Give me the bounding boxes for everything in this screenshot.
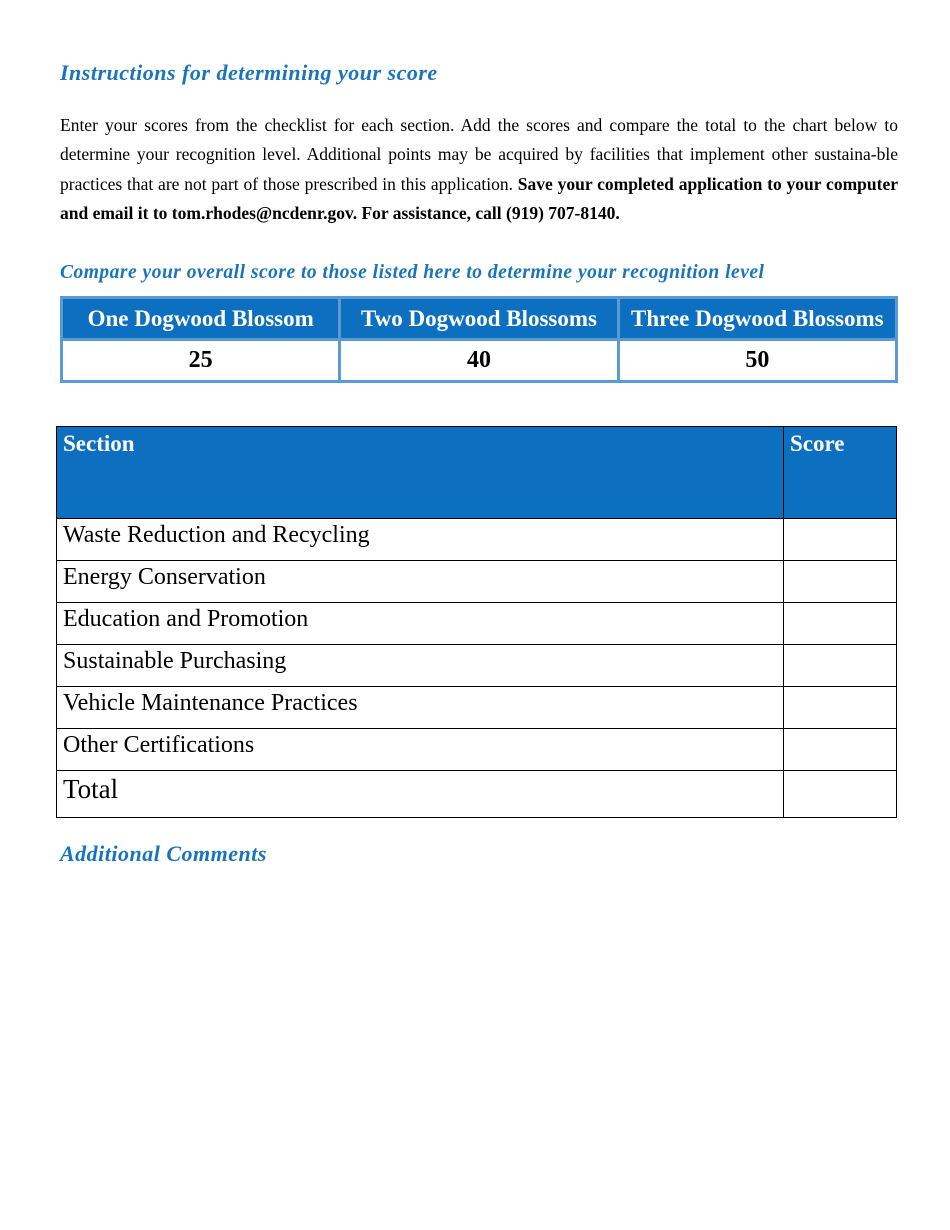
- total-score-cell[interactable]: [784, 771, 897, 818]
- level-points-one: 25: [62, 340, 340, 382]
- recognition-level-header-row: [62, 298, 897, 340]
- score-input-cell[interactable]: [784, 729, 897, 771]
- table-row: [57, 687, 897, 729]
- section-name: Other Certifications: [57, 729, 784, 771]
- score-table-header-row: [57, 427, 897, 519]
- total-label: Total: [57, 771, 784, 818]
- level-label-three: Three Dogwood Blossoms: [618, 298, 896, 340]
- section-column-header: Section: [57, 427, 784, 519]
- instructions-text-bold: Save your completed application to your computer and email it to tom.rhodes@ncdenr.gov. For assistance, call (919) 707-8140.: [60, 173, 898, 223]
- score-input-cell[interactable]: [784, 603, 897, 645]
- score-input-cell[interactable]: [784, 687, 897, 729]
- level-label-one: One Dogwood Blossom: [62, 298, 340, 340]
- recognition-level-table: [60, 296, 898, 383]
- instructions-text-regular: Enter your scores from the checklist for each section. Add the scores and compare the total to the chart below to determine your recognition level. Additional points may be acquired by facilities that implement other sustaina-ble practices that are not part of those prescribed in this application.: [60, 115, 898, 194]
- total-row: [57, 771, 897, 818]
- score-column-header: Score: [784, 427, 897, 519]
- level-points-two: 40: [340, 340, 618, 382]
- instructions-text: [60, 111, 898, 228]
- table-row: [57, 561, 897, 603]
- section-name: Sustainable Purchasing: [57, 645, 784, 687]
- level-label-two: Two Dogwood Blossoms: [340, 298, 618, 340]
- additional-comments-heading: Additional Comments: [60, 841, 267, 866]
- compare-heading: Compare your overall score to those listed here to determine your recognition level: [60, 262, 765, 283]
- score-input-cell[interactable]: [784, 561, 897, 603]
- instructions-heading: Instructions for determining your score: [60, 60, 438, 85]
- score-input-cell[interactable]: [784, 645, 897, 687]
- table-row: [57, 603, 897, 645]
- score-table: [56, 426, 897, 818]
- section-name: Education and Promotion: [57, 603, 784, 645]
- section-name: Waste Reduction and Recycling: [57, 519, 784, 561]
- score-input-cell[interactable]: [784, 519, 897, 561]
- level-points-three: 50: [618, 340, 896, 382]
- recognition-level-points-row: [62, 340, 897, 382]
- section-name: Energy Conservation: [57, 561, 784, 603]
- table-row: [57, 519, 897, 561]
- table-row: [57, 729, 897, 771]
- section-name: Vehicle Maintenance Practices: [57, 687, 784, 729]
- table-row: [57, 645, 897, 687]
